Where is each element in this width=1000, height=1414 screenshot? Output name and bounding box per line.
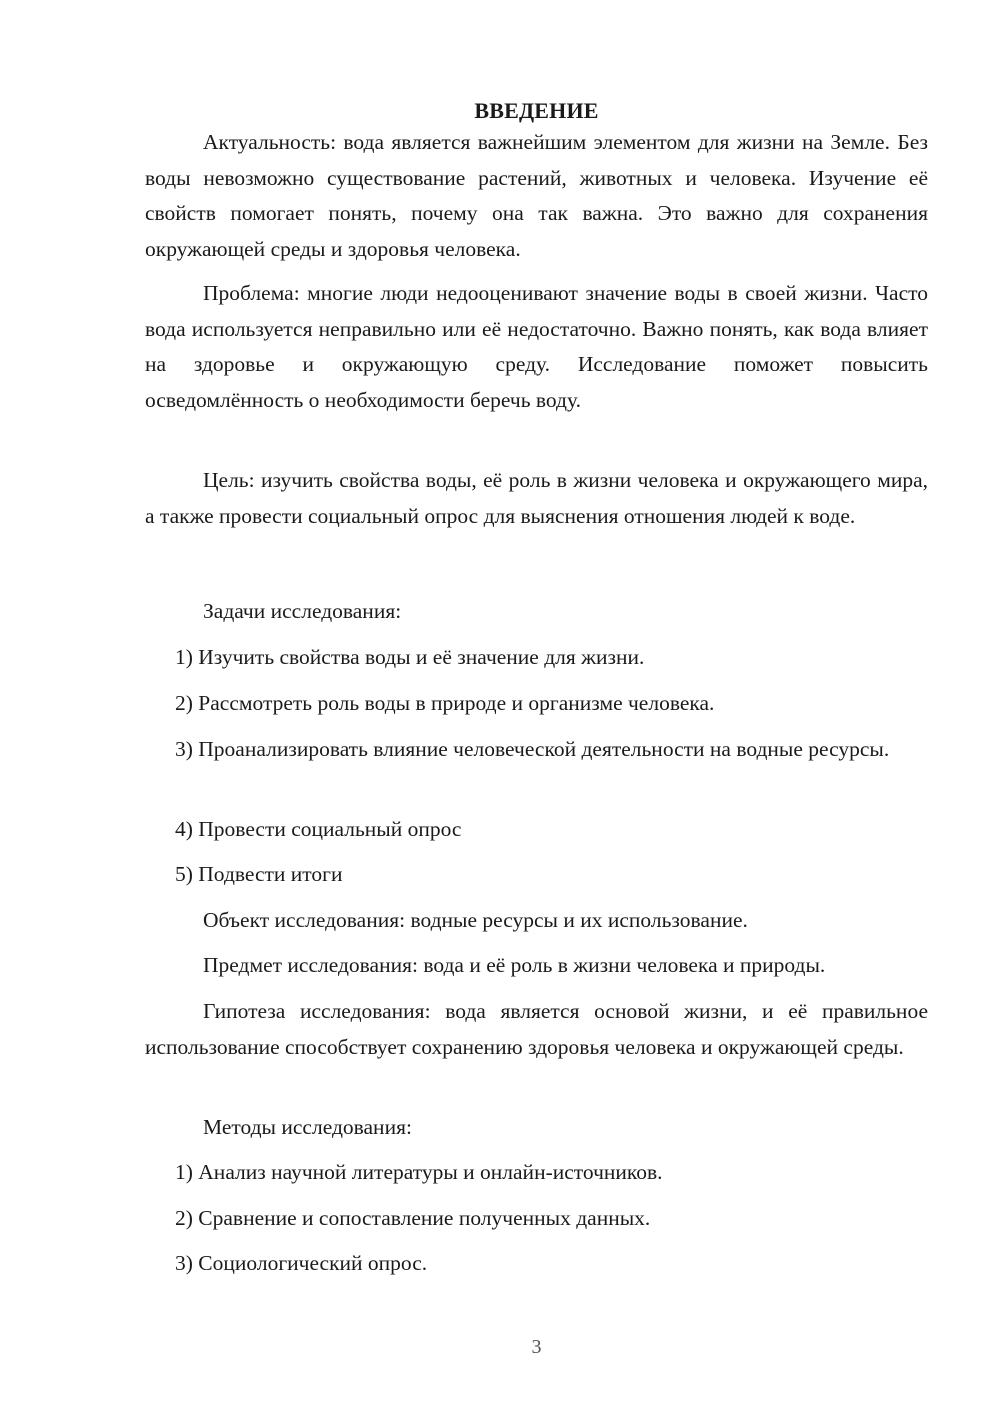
- method-item-1: 1) Анализ научной литературы и онлайн-источников.: [175, 1160, 663, 1184]
- relevance-paragraph: Актуальность: вода является важнейшим элементом для жизни на Земле. Без воды невозможно существование растений, животных и человека. Изучение её свойств помогает понять, почему она так важна. Это важно для сохранения окружающей среды и здоровья человека.: [145, 130, 928, 261]
- page-title: ВВЕДЕНИЕ: [474, 98, 599, 123]
- method-item-2: 2) Сравнение и сопоставление полученных данных.: [175, 1206, 651, 1230]
- object-paragraph: Объект исследования: водные ресурсы и их использование.: [203, 908, 748, 932]
- task-item-2: 2) Рассмотреть роль воды в природе и организме человека.: [175, 691, 715, 715]
- methods-heading: Методы исследования:: [203, 1115, 412, 1139]
- page-number: 3: [531, 1336, 542, 1358]
- task-item-5: 5) Подвести итоги: [175, 862, 343, 886]
- subject-paragraph: Предмет исследования: вода и её роль в жизни человека и природы.: [203, 953, 826, 977]
- hypothesis-paragraph: Гипотеза исследования: вода является основой жизни, и её правильное использование способствует сохранению здоровья человека и окружающей среды.: [145, 999, 928, 1059]
- task-item-3: 3) Проанализировать влияние человеческой деятельности на водные ресурсы.: [175, 737, 890, 761]
- tasks-heading: Задачи исследования:: [203, 599, 402, 623]
- method-item-3: 3) Социологический опрос.: [175, 1251, 428, 1275]
- task-item-4: 4) Провести социальный опрос: [175, 817, 462, 841]
- problem-paragraph: Проблема: многие люди недооценивают значение воды в своей жизни. Часто вода используется неправильно или её недостаточно. Важно понять, как вода влияет на здоровье и окружающую среду. Исследование поможет повысить осведомлённость о необходимости беречь воду.: [145, 281, 928, 412]
- task-item-1: 1) Изучить свойства воды и её значение для жизни.: [175, 645, 645, 669]
- goal-paragraph: Цель: изучить свойства воды, её роль в жизни человека и окружающего мира, а также провести социальный опрос для выяснения отношения людей к воде.: [145, 468, 928, 528]
